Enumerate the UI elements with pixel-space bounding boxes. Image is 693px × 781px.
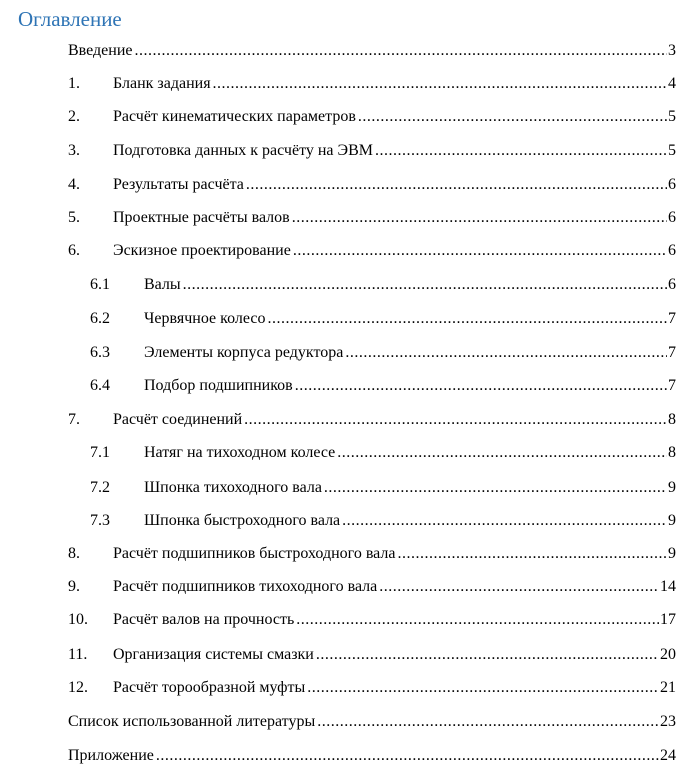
toc-entry-page: 6 [668,276,676,293]
toc-entry-number: 7.2 [90,479,110,496]
toc-entry-number: 1. [68,75,80,92]
toc-entry-page: 14 [660,578,676,595]
dot-leader [246,172,667,198]
dot-leader [295,373,667,399]
toc-entry-page: 7 [668,310,676,327]
toc-entry-page: 7 [668,344,676,361]
toc-entry-number: 7.1 [90,444,110,461]
toc-entry-1[interactable] [0,71,693,97]
toc-entry-title: Шпонка быстроходного вала [144,512,341,529]
toc-entry-number: 11. [68,646,88,663]
dot-leader [183,272,667,298]
toc-entry-number: 10. [68,611,88,628]
toc-entry-title: Червячное колесо [144,310,266,327]
toc-entry-title: Расчёт подшипников тихоходного вала [113,578,378,595]
toc-entry-page: 9 [668,545,676,562]
toc-entry-number: 6.2 [90,310,110,327]
toc-entry-title: Расчёт подшипников быстроходного вала [113,545,396,562]
toc-entry-7-3[interactable] [0,508,693,534]
toc-entry-title: Валы [144,276,181,293]
dot-leader [398,541,668,567]
dot-leader [379,574,659,600]
toc-entry-number: 8. [68,545,80,562]
toc-entry-page: 3 [668,42,676,59]
toc-entry-introduction[interactable] [0,38,693,64]
dot-leader [244,407,667,433]
toc-entry-number: 4. [68,176,80,193]
dot-leader [324,475,667,501]
toc-heading: Оглавление [18,7,122,31]
toc-entry-page: 5 [668,108,676,125]
toc-entry-6-2[interactable] [0,306,693,332]
toc-entry-number: 7. [68,411,80,428]
toc-entry-page: 6 [668,209,676,226]
toc-entry-5[interactable] [0,205,693,231]
toc-entry-page: 7 [668,377,676,394]
toc-entry-page: 21 [660,679,676,696]
toc-entry-7-1[interactable] [0,440,693,466]
toc-entry-2[interactable] [0,104,693,130]
toc-entry-11[interactable] [0,642,693,668]
toc-entry-page: 6 [668,176,676,193]
toc-entry-6-4[interactable] [0,373,693,399]
toc-entry-number: 12. [68,679,88,696]
toc-entry-page: 9 [668,479,676,496]
toc-entry-page: 8 [668,444,676,461]
toc-entry-number: 6.3 [90,344,110,361]
toc-entry-7[interactable] [0,407,693,433]
toc-entry-title: Введение [68,42,133,59]
toc-entry-title: Расчёт торообразной муфты [113,679,306,696]
toc-entry-title: Приложение [68,747,154,764]
toc-entry-page: 17 [660,611,676,628]
toc-entry-title: Натяг на тихоходном колесе [144,444,336,461]
toc-entry-10[interactable] [0,607,693,633]
toc-entry-title: Расчёт соединений [113,411,243,428]
toc-entry-title: Проектные расчёты валов [113,209,290,226]
toc-entry-page: 8 [668,411,676,428]
dot-leader [293,238,667,264]
toc-entry-page: 24 [660,747,676,764]
dot-leader [342,508,667,534]
toc-entry-number: 5. [68,209,80,226]
toc-entry-page: 23 [660,713,676,730]
toc-entry-page: 6 [668,242,676,259]
toc-entry-number: 6. [68,242,80,259]
toc-entry-8[interactable] [0,541,693,567]
toc-entry-page: 20 [660,646,676,663]
toc-entry-4[interactable] [0,172,693,198]
toc-entry-number: 7.3 [90,512,110,529]
dot-leader [316,642,659,668]
toc-entry-title: Список использованной литературы [68,713,316,730]
toc-entry-title: Элементы корпуса редуктора [144,344,344,361]
dot-leader [337,440,667,466]
toc-entry-number: 2. [68,108,80,125]
toc-entry-title: Подготовка данных к расчёту на ЭВМ [113,142,373,159]
toc-entry-9[interactable] [0,574,693,600]
toc-entry-title: Подбор подшипников [144,377,293,394]
dot-leader [358,104,667,130]
toc-entry-6-1[interactable] [0,272,693,298]
dot-leader [135,38,668,64]
toc-entry-6[interactable] [0,238,693,264]
toc-entry-number: 6.1 [90,276,110,293]
toc-entry-3[interactable] [0,138,693,164]
toc-entry-references[interactable] [0,709,693,735]
dot-leader [292,205,667,231]
dot-leader [307,675,659,701]
toc-entry-title: Организация системы смазки [113,646,314,663]
toc-entry-number: 9. [68,578,80,595]
toc-entry-number: 6.4 [90,377,110,394]
dot-leader [213,71,667,97]
toc-entry-12[interactable] [0,675,693,701]
toc-entry-6-3[interactable] [0,340,693,366]
toc-entry-page: 9 [668,512,676,529]
toc-entry-number: 3. [68,142,80,159]
toc-entry-title: Расчёт кинематических параметров [113,108,356,125]
dot-leader [375,138,667,164]
toc-entry-7-2[interactable] [0,475,693,501]
dot-leader [317,709,659,735]
dot-leader [267,306,667,332]
dot-leader [296,607,659,633]
toc-entry-page: 4 [668,75,676,92]
toc-entry-appendix[interactable] [0,743,693,769]
toc-entry-page: 5 [668,142,676,159]
toc-entry-title: Шпонка тихоходного вала [144,479,322,496]
toc-entry-title: Бланк задания [113,75,211,92]
toc-entry-title: Результаты расчёта [113,176,244,193]
toc-entry-title: Эскизное проектирование [113,242,291,259]
dot-leader [345,340,667,366]
dot-leader [156,743,659,769]
toc-entry-title: Расчёт валов на прочность [113,611,295,628]
